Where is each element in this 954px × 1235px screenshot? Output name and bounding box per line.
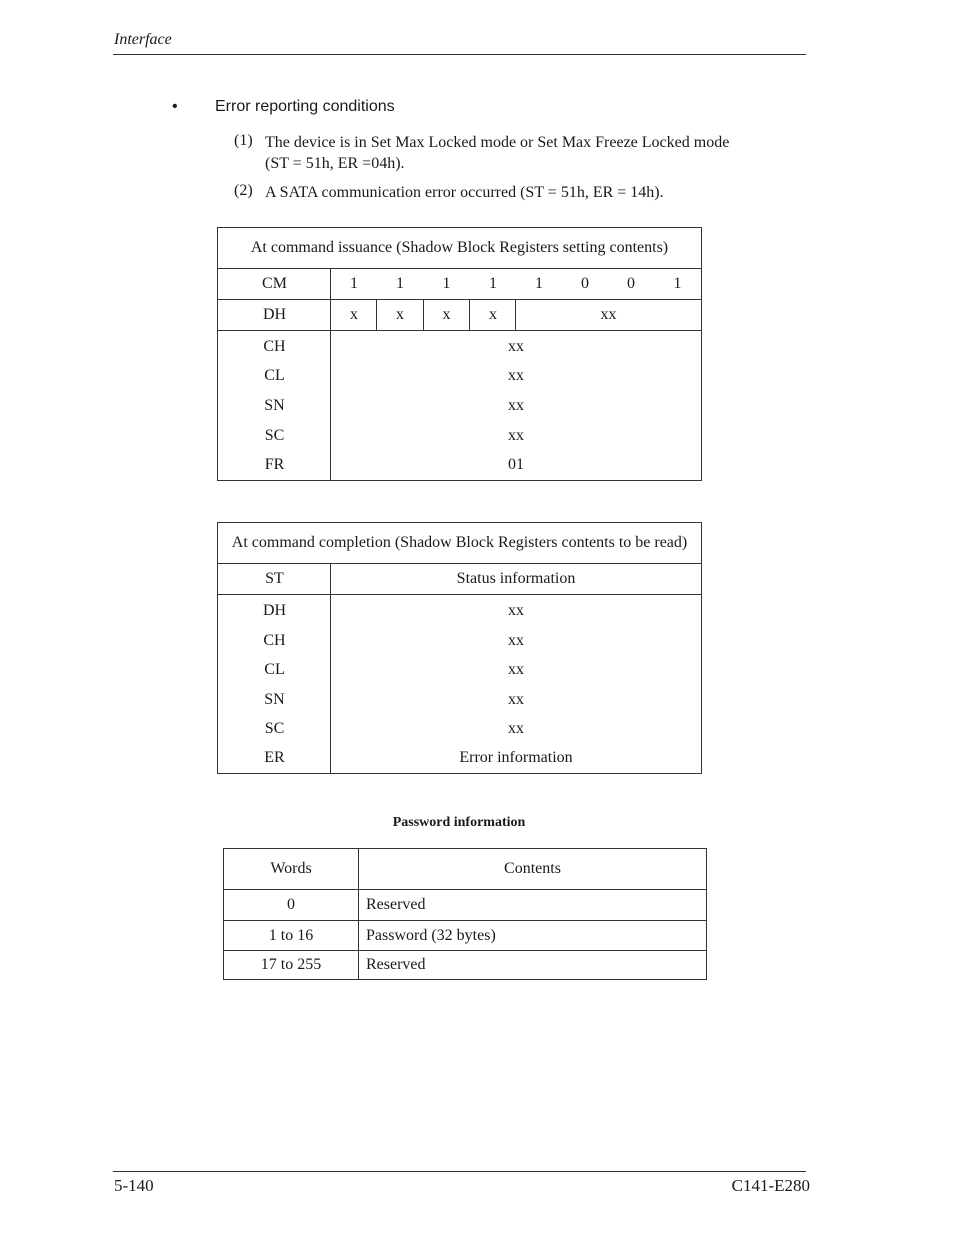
condition-2-text: A SATA communication error occurred (ST = 51h, ER = 14h). bbox=[265, 184, 664, 201]
sn-label: SN bbox=[264, 397, 285, 414]
cl-label: CL bbox=[264, 661, 285, 678]
condition-1-line-2: (ST = 51h, ER =04h). bbox=[265, 155, 405, 172]
cm-bit-0: 1 bbox=[673, 275, 682, 292]
ch-value: xx bbox=[508, 632, 524, 649]
cm-bit-2: 0 bbox=[581, 275, 589, 292]
table-row-contents: Password (32 bytes) bbox=[366, 927, 496, 944]
er-value: Error information bbox=[459, 749, 573, 766]
table-rule bbox=[218, 330, 701, 331]
table-row-words: 1 to 16 bbox=[268, 927, 314, 944]
condition-1-number: (1) bbox=[234, 132, 253, 149]
cm-bit-5: 1 bbox=[442, 275, 451, 292]
cm-bit-4: 1 bbox=[489, 275, 497, 292]
running-header: Interface bbox=[114, 31, 172, 48]
cl-value: xx bbox=[508, 367, 524, 384]
cl-label: CL bbox=[264, 367, 285, 384]
table-rule bbox=[218, 594, 701, 595]
ch-label: CH bbox=[263, 338, 286, 355]
condition-1-text bbox=[265, 132, 729, 174]
section-heading: Error reporting conditions bbox=[215, 98, 395, 115]
st-value: Status information bbox=[456, 570, 576, 587]
footer-rule bbox=[113, 1171, 806, 1172]
cm-bit-6: 1 bbox=[396, 275, 404, 292]
sc-value: xx bbox=[508, 720, 524, 737]
header-rule bbox=[113, 54, 806, 55]
sc-value: xx bbox=[508, 427, 524, 444]
er-label: ER bbox=[264, 749, 285, 766]
dh-label: DH bbox=[262, 602, 287, 619]
dh-bit-4: x bbox=[489, 306, 497, 323]
page-number: 5-140 bbox=[114, 1176, 154, 1195]
ch-value: xx bbox=[508, 338, 524, 355]
dh-bit-5: x bbox=[442, 306, 451, 323]
cm-bit-3: 1 bbox=[535, 275, 543, 292]
dh-value: xx bbox=[508, 602, 524, 619]
table-row-words: 0 bbox=[287, 896, 295, 913]
dh-bit-6: x bbox=[396, 306, 404, 323]
dh-low-bits: xx bbox=[600, 306, 617, 323]
table-row-contents: Reserved bbox=[366, 956, 426, 973]
document-code: C141-E280 bbox=[731, 1176, 810, 1195]
bullet-mark: • bbox=[172, 98, 178, 115]
ch-label: CH bbox=[263, 632, 286, 649]
table-row-words: 17 to 255 bbox=[260, 956, 322, 973]
cm-bit-1: 0 bbox=[627, 275, 635, 292]
cm-bit-7: 1 bbox=[350, 275, 358, 292]
completion-table-title: At command completion (Shadow Block Registers contents to be read) bbox=[231, 534, 688, 551]
cm-label: CM bbox=[262, 275, 287, 292]
table-row-contents: Reserved bbox=[366, 896, 426, 913]
sn-label: SN bbox=[264, 691, 285, 708]
contents-header: Contents bbox=[504, 860, 561, 877]
dh-bit-7: x bbox=[350, 306, 358, 323]
sn-value: xx bbox=[508, 397, 524, 414]
password-table-caption: Password information bbox=[392, 815, 526, 830]
cl-value: xx bbox=[508, 661, 524, 678]
sc-label: SC bbox=[264, 427, 285, 444]
password-table bbox=[223, 848, 707, 980]
fr-label: FR bbox=[264, 456, 285, 473]
issuance-table bbox=[217, 227, 702, 481]
condition-1-line-1: The device is in Set Max Locked mode or Set Max Freeze Locked mode bbox=[265, 134, 730, 151]
sc-label: SC bbox=[264, 720, 285, 737]
st-label: ST bbox=[265, 570, 284, 587]
condition-2-number: (2) bbox=[234, 182, 253, 199]
completion-table bbox=[217, 522, 702, 774]
fr-value: 01 bbox=[508, 456, 524, 473]
dh-label: DH bbox=[262, 306, 287, 323]
issuance-table-title: At command issuance (Shadow Block Registers setting contents) bbox=[250, 239, 669, 256]
words-header: Words bbox=[270, 860, 312, 877]
sn-value: xx bbox=[508, 691, 524, 708]
